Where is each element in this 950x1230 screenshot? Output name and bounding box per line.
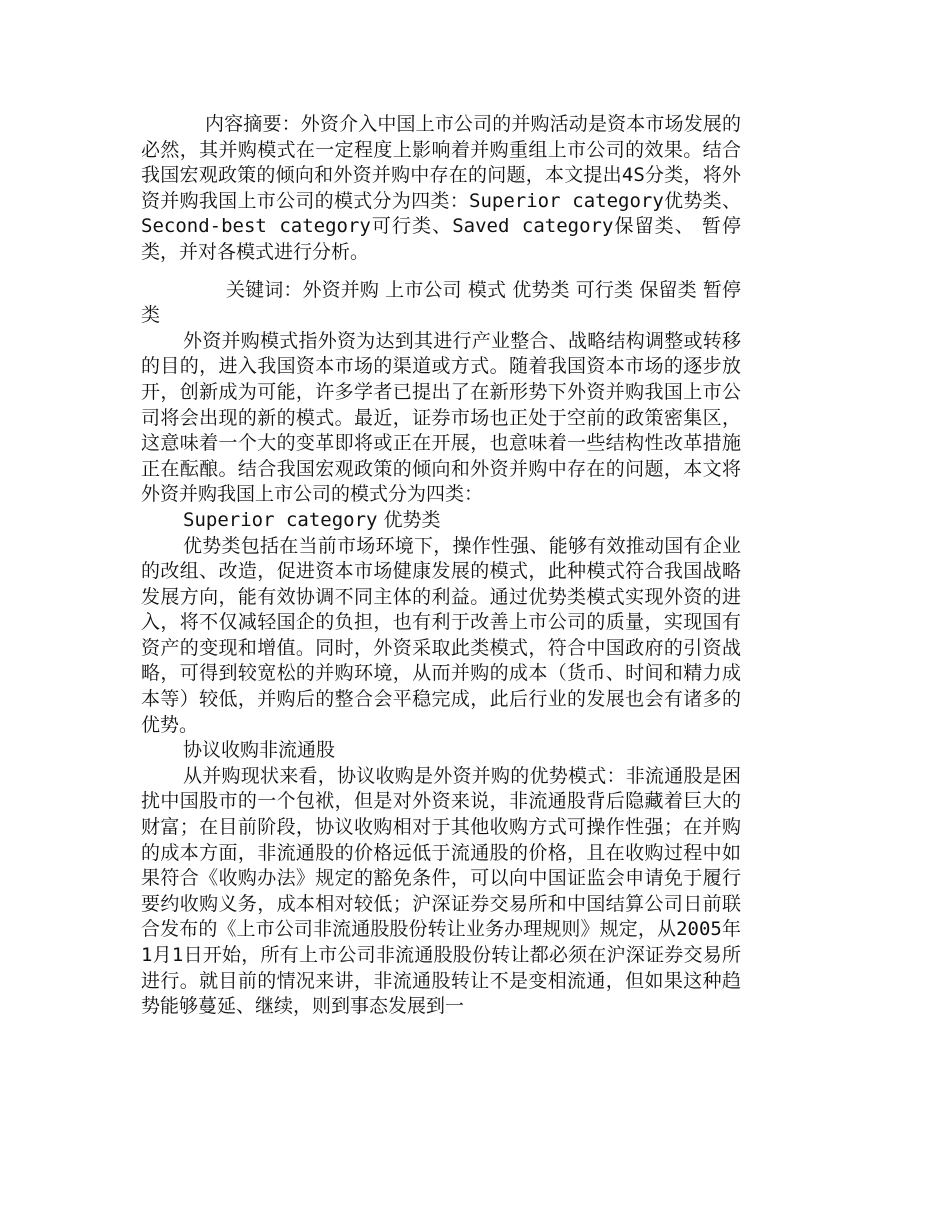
term-second-best-category: Second-best category xyxy=(141,215,371,238)
agreement-day: 1 xyxy=(171,944,184,966)
abstract-text-4: 可行类、 xyxy=(370,215,453,238)
abstract-text-1: 外资介入中国上市公司的并购活动是资本市场发展的必然，其并购模式在一定程度上影响着并购重组上市公司的效果。结合我国宏观政策的倾向和外资并购中存在的问题，本文提出 xyxy=(141,113,741,187)
superior-paragraph: 优势类包括在当前市场环境下，操作性强、能够有效推动国有企业的改组、改造，促进资本市场健康发展的模式，此种模式符合我国战略发展方向，能有效协调不同主体的利益。通过优势类模式实现外资的进入，将不仅减轻国企的负担，也有利于改善上市公司的质量，实现国有资产的变现和增值。同时，外资采取此类模式，符合中国政府的引资战略，可得到较宽松的并购环境，从而并购的成本（货币、时间和精力成本等）较低，并购后的整合会平稳完成，此后行业的发展也会有诸多的优势。 xyxy=(141,534,741,736)
agreement-year: 2005 xyxy=(676,918,722,941)
term-superior-category: Superior category xyxy=(469,189,664,212)
agreement-text-3: 月 xyxy=(152,944,172,966)
intro-paragraph: 外资并购模式指外资为达到其进行产业整合、战略结构调整或转移的目的，进入我国资本市场的渠道或方式。随着我国资本市场的逐步放开，创新成为可能，许多学者已提出了在新形势下外资并购我国上市公司将会出现的新的模式。最近，证券市场也正处于空前的政策密集区，这意味着一个大的变革即将或正在开展，也意味着一些结构性改革措施正在酝酿。结合我国宏观政策的倾向和外资并购中存在的问题，本文将外资并购我国上市公司的模式分为四类： xyxy=(141,329,741,506)
section-heading-superior xyxy=(141,508,741,534)
abstract-text-2: 分类，将外资并购我国上市公司的模式分为四类： xyxy=(141,164,741,212)
agreement-text-1: 从并购现状来看，协议收购是外资并购的优势模式：非流通股是困扰中国股市的一个包袱，但是对外资来说，非流通股背后隐藏着巨大的财富；在目前阶段，协议收购相对于其他收购方式可操作性强；在并购的成本方面，非流通股的价格远低于流通股的价格，且在收购过程中如果符合《收购办法》规定的豁免条件，可以向中国证监会申请免于履行要约收购义务，成本相对较低；沪深证券交易所和中国结算公司日前联合发布的《上市公司非流通股股份转让业务办理规则》规定，从 xyxy=(141,764,741,941)
abstract-label: 内容摘要： xyxy=(205,113,301,135)
abstract-text-3: 优势类、 xyxy=(663,189,741,212)
document-body xyxy=(141,112,741,1020)
abstract-text-5: 保留类、 暂停类，并对各模式进行分析。 xyxy=(141,215,741,263)
agreement-month: 1 xyxy=(141,944,153,966)
heading-superior-zh: 优势类 xyxy=(377,508,441,531)
agreement-text-4: 日开始，所有上市公司非流通股股份转让都必须在沪深证券交易所进行。就目前的情况来讲，非流通股转让不是变相流通，但如果这种趋势能够蔓延、继续，则到事态发展到一 xyxy=(141,944,741,1018)
heading-superior-en: Superior category xyxy=(183,508,378,531)
abstract-paragraph xyxy=(141,112,741,266)
term-4s: 4S xyxy=(621,164,645,187)
agreement-paragraph xyxy=(141,764,741,1020)
keywords-paragraph: 关键词：外资并购 上市公司 模式 优势类 可行类 保留类 暂停类 xyxy=(141,278,741,327)
agreement-text-2: 年 xyxy=(721,918,741,941)
term-saved-category: Saved category xyxy=(452,215,614,238)
section-heading-agreement: 协议收购非流通股 xyxy=(183,739,336,762)
